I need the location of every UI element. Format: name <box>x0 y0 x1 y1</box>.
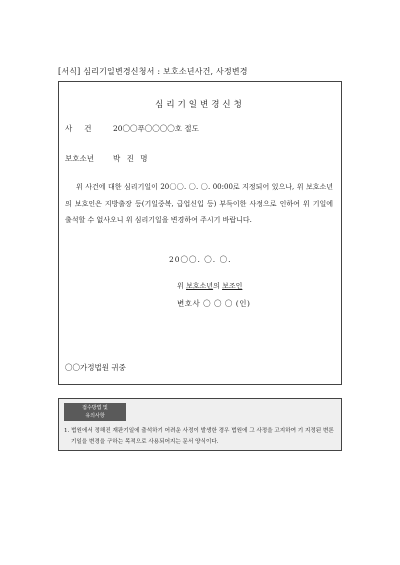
court-addressee: 〇〇가정법원 귀중 <box>65 363 126 372</box>
notes-badge-line2: 유의사항 <box>85 413 105 419</box>
signature-role <box>177 281 242 291</box>
signature-name: 변호사 〇 〇 〇 (인) <box>177 299 251 308</box>
request-body-text: 위 사건에 대한 심리기일이 20〇〇. 〇. 〇. 00:00로 지정되어 있으나, 위 보호소년의 보호인은 지방출장 등(기일중복, 급업신입 등) 부득이한 사정으로 인하여 위 기일에 출석할 수 없사오니 위 심리기일을 변경하여 주시기 바랍니다. <box>65 183 333 224</box>
signature-role-juvenile: 보호소년 <box>186 282 214 290</box>
notes-box <box>58 398 342 451</box>
juvenile-name: 박 진 명 <box>113 154 150 163</box>
form-title: [서식] 심리기일변경신청서 : 보호소년사건, 사정변경 <box>58 67 248 76</box>
document-heading: 심리기일변경신청 <box>155 100 245 110</box>
application-form <box>58 81 342 385</box>
notes-text: 1. 법원에서 정해진 재판기일에 출석하기 어려운 사정이 발생한 경우 법원에 그 사정을 고지하여 기 지정된 변론기일을 변경을 구하는 목적으로 사용되어지는 문서 양식이다. <box>64 428 334 445</box>
signature-role-mid: 의 <box>213 282 223 290</box>
case-value: 20〇〇푸〇〇〇〇호 절도 <box>113 124 199 133</box>
notes-badge <box>64 403 126 421</box>
signature-role-guardian: 보조인 <box>222 282 243 290</box>
juvenile-label: 보호소년 <box>65 154 94 163</box>
signature-role-prefix: 위 <box>177 282 186 290</box>
application-date: 20〇〇. 〇. 〇. <box>169 255 232 264</box>
case-label: 사건 <box>65 124 104 133</box>
notes-badge-line1: 접수방법 및 <box>82 405 108 411</box>
